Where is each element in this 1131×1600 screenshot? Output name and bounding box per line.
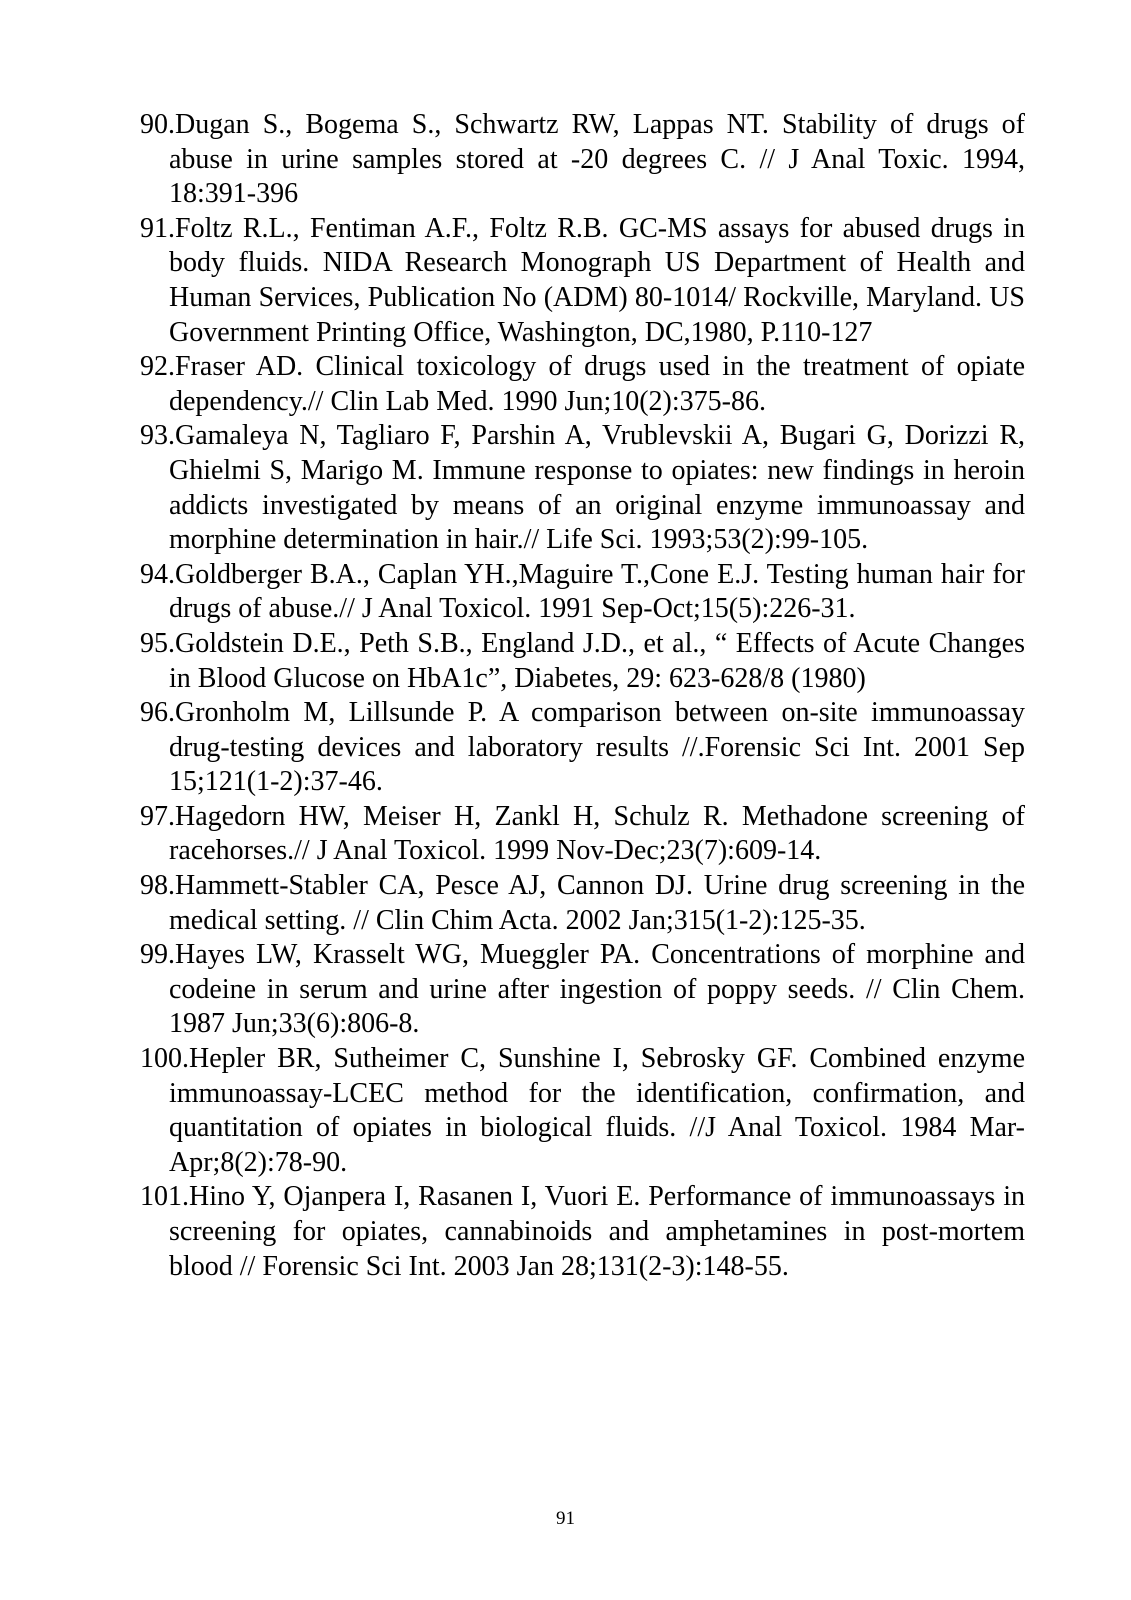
reference-item: 90.Dugan S., Bogema S., Schwartz RW, Lappas NT. Stability of drugs of abuse in urine samples stored at -20 degrees C. // J Anal Toxic. 1994, 18:391-396: [140, 109, 1025, 210]
reference-item: 96.Gronholm M, Lillsunde P. A comparison between on-site immunoassay drug-testing devices and laboratory results //.Forensic Sci Int. 2001 Sep 15;121(1-2):37-46.: [140, 697, 1025, 798]
page-number: 91: [556, 1508, 575, 1529]
reference-item: 97.Hagedorn HW, Meiser H, Zankl H, Schulz R. Methadone screening of racehorses.// J Anal Toxicol. 1999 Nov-Dec;23(7):609-14.: [140, 800, 1025, 867]
reference-list: [140, 108, 1025, 1284]
reference-item: 100.Hepler BR, Sutheimer C, Sunshine I, Sebrosky GF. Combined enzyme immunoassay-LCEC method for the identification, confirmation, and quantitation of opiates in biological fluids. //J Anal Toxicol. 1984 Mar-Apr;8(2):78-90.: [140, 1043, 1025, 1178]
reference-item: 94.Goldberger B.A., Caplan YH.,Maguire T.,Cone E.J. Testing human hair for drugs of abuse.// J Anal Toxicol. 1991 Sep-Oct;15(5):226-31.: [140, 558, 1025, 625]
reference-item: 101.Hino Y, Ojanpera I, Rasanen I, Vuori E. Performance of immunoassays in screening for opiates, cannabinoids and amphetamines in post-mortem blood // Forensic Sci Int. 2003 Jan 28;131(2-3):148-55.: [140, 1181, 1025, 1282]
reference-item: 91.Foltz R.L., Fentiman A.F., Foltz R.B. GC-MS assays for abused drugs in body fluids. NIDA Research Monograph US Department of Health and Human Services, Publication No (ADM) 80-1014/ Rockville, Maryland. US Government Printing Office, Washington, DC,1980, P.110-127: [140, 212, 1025, 348]
reference-item: 95.Goldstein D.E., Peth S.B., England J.D., et al., “ Effects of Acute Changes in Blood Glucose on HbA1c”, Diabetes, 29: 623-628/8 (1980): [140, 627, 1025, 694]
reference-item: 92.Fraser AD. Clinical toxicology of drugs used in the treatment of opiate dependency.// Clin Lab Med. 1990 Jun;10(2):375-86.: [140, 351, 1025, 417]
reference-item: 99.Hayes LW, Krasselt WG, Mueggler PA. Concentrations of morphine and codeine in serum and urine after ingestion of poppy seeds. // Clin Chem. 1987 Jun;33(6):806-8.: [140, 939, 1025, 1040]
reference-item: 98.Hammett-Stabler CA, Pesce AJ, Cannon DJ. Urine drug screening in the medical setting. // Clin Chim Acta. 2002 Jan;315(1-2):125-35.: [140, 870, 1025, 936]
reference-item: 93.Gamaleya N, Tagliaro F, Parshin A, Vrublevskii A, Bugari G, Dorizzi R, Ghielmi S, Marigo M. Immune response to opiates: new findings in heroin addicts investigated by means of an original enzyme immunoassay and morphine determination in hair.// Life Sci. 1993;53(2):99-105.: [140, 420, 1025, 556]
